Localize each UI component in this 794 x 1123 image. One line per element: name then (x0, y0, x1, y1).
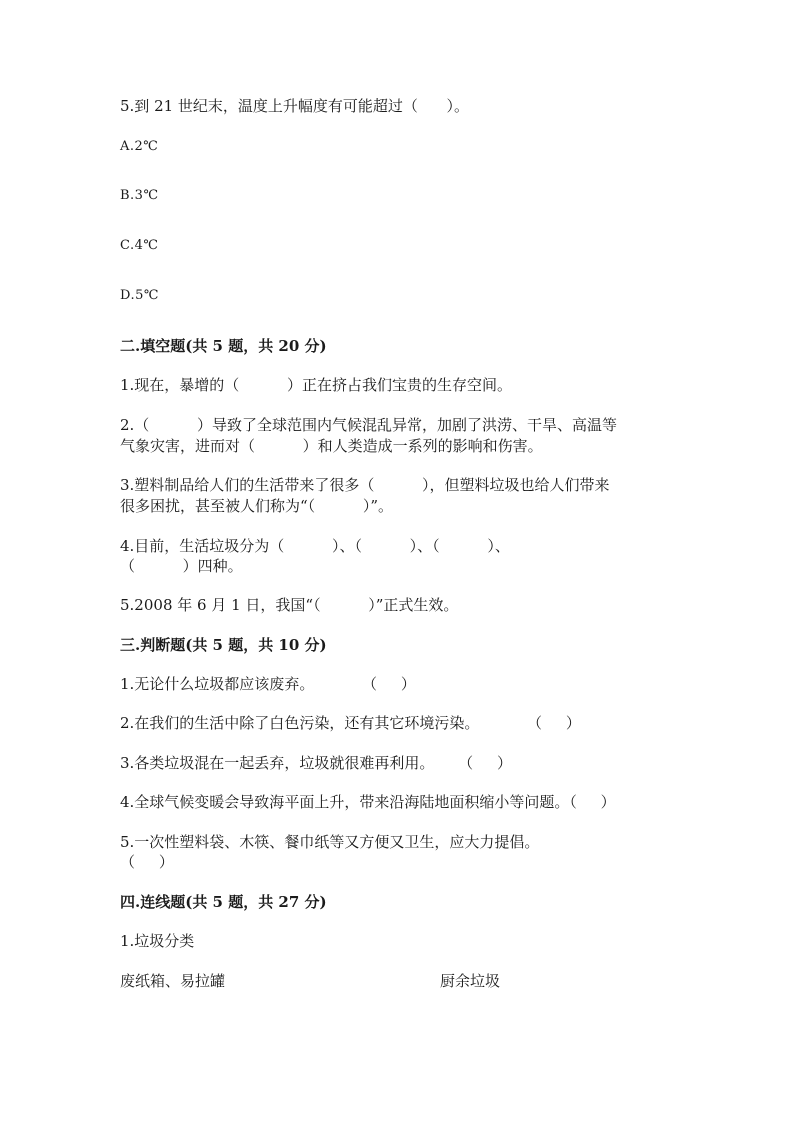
q5-stem: 5.到 21 世纪末，温度上升幅度有可能超过（ ）。 (120, 97, 470, 115)
q5-option-d: D.5℃ (120, 288, 159, 303)
fill-item-5: 5.2008 年 6 月 1 日，我国“（ ）”正式生效。 (120, 596, 459, 614)
q5-option-a: A.2℃ (120, 139, 159, 154)
judge-item-5-line2: （ ） (120, 853, 174, 871)
fill-item-3-line1: 3.塑料制品给人们的生活带来了很多（ ），但塑料垃圾也给人们带来 (120, 476, 610, 494)
section3-title: 三.判断题(共 5 题，共 10 分) (120, 636, 327, 654)
judge-item-5-line1: 5.一次性塑料袋、木筷、餐巾纸等又方便又卫生，应大力提倡。 (120, 833, 540, 851)
q5-option-c: C.4℃ (120, 238, 159, 253)
section4-title: 四.连线题(共 5 题，共 27 分) (120, 893, 327, 911)
fill-item-2-line1: 2.（ ）导致了全球范围内气候混乱异常，加剧了洪涝、干旱、高温等 (120, 416, 617, 434)
match-q1-title: 1.垃圾分类 (120, 932, 195, 950)
judge-item-1: 1.无论什么垃圾都应该废弃。 （ ） (120, 675, 416, 693)
q5-option-b: B.3℃ (120, 188, 159, 203)
match-left-item: 废纸箱、易拉罐 (120, 972, 226, 990)
match-right-item: 厨余垃圾 (440, 972, 501, 990)
fill-item-4-line1: 4.目前，生活垃圾分为（ ）、（ ）、（ ）、 (120, 537, 510, 555)
judge-item-2: 2.在我们的生活中除了白色污染，还有其它环境污染。 （ ） (120, 714, 581, 732)
fill-item-3-line2: 很多困扰，甚至被人们称为“（ ）”。 (120, 497, 394, 515)
judge-item-4: 4.全球气候变暖会导致海平面上升，带来沿海陆地面积缩小等问题。（ ） (120, 793, 616, 811)
fill-item-4-line2: （ ）四种。 (120, 557, 243, 575)
fill-item-2-line2: 气象灾害，进而对（ ）和人类造成一系列的影响和伤害。 (120, 437, 543, 455)
judge-item-3: 3.各类垃圾混在一起丢弃，垃圾就很难再利用。 （ ） (120, 754, 512, 772)
fill-item-1: 1.现在，暴增的（ ）正在挤占我们宝贵的生存空间。 (120, 376, 512, 394)
section2-title: 二.填空题(共 5 题，共 20 分) (120, 337, 327, 355)
